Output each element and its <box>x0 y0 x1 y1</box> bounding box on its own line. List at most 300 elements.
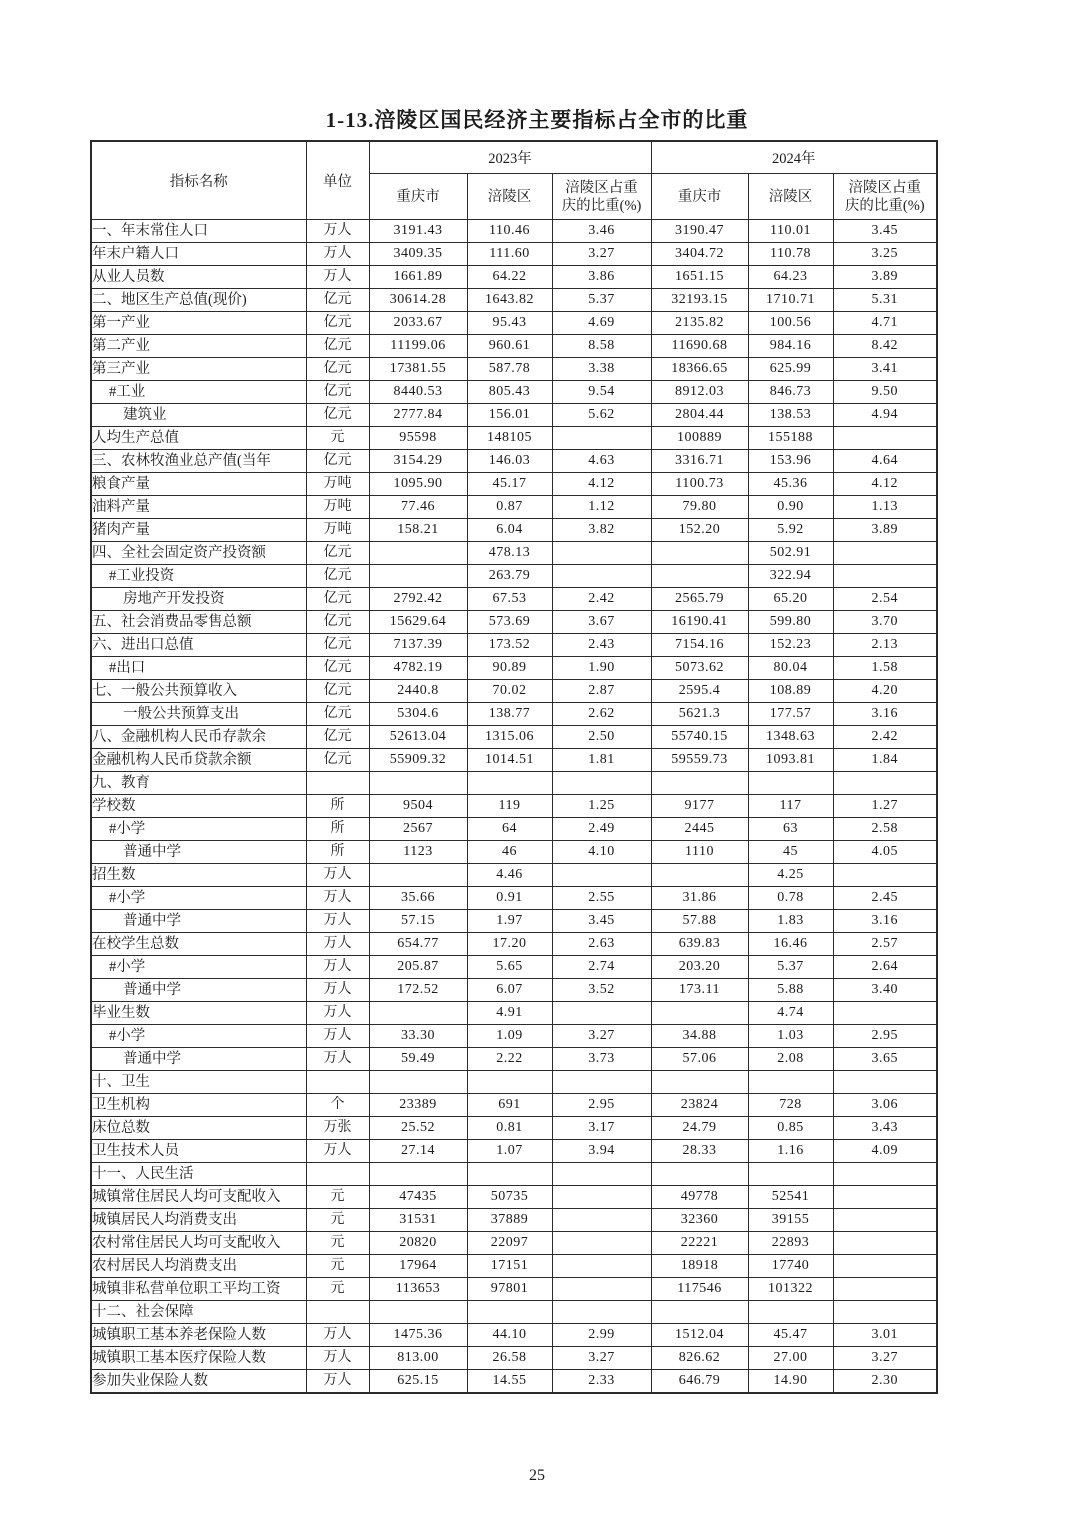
value-cell <box>833 1163 937 1186</box>
table-row <box>91 266 937 289</box>
table-row <box>91 1071 937 1094</box>
value-cell: 805.43 <box>467 381 552 404</box>
unit-cell: 亿元 <box>306 450 369 473</box>
unit-cell <box>306 1071 369 1094</box>
table-row <box>91 220 937 243</box>
value-cell: 1.58 <box>833 657 937 680</box>
unit-cell: 所 <box>306 818 369 841</box>
table-row <box>91 1232 937 1255</box>
table-row <box>91 1301 937 1324</box>
table-row <box>91 312 937 335</box>
value-cell: 138.77 <box>467 703 552 726</box>
value-cell: 1110 <box>651 841 748 864</box>
value-cell: 17.20 <box>467 933 552 956</box>
value-cell: 1512.04 <box>651 1324 748 1347</box>
value-cell <box>833 772 937 795</box>
value-cell: 3.46 <box>552 220 651 243</box>
indicator-name-cell: 普通中学 <box>91 910 306 933</box>
value-cell: 263.79 <box>467 565 552 588</box>
unit-cell <box>306 1163 369 1186</box>
value-cell: 625.99 <box>748 358 833 381</box>
value-cell: 67.53 <box>467 588 552 611</box>
value-cell: 110.46 <box>467 220 552 243</box>
value-cell: 11199.06 <box>369 335 467 358</box>
indicator-name-cell: 七、一般公共预算收入 <box>91 680 306 703</box>
indicator-name-cell: 床位总数 <box>91 1117 306 1140</box>
table-row <box>91 542 937 565</box>
value-cell: 3.27 <box>833 1347 937 1370</box>
value-cell: 0.85 <box>748 1117 833 1140</box>
value-cell: 1.84 <box>833 749 937 772</box>
unit-cell: 万人 <box>306 1347 369 1370</box>
unit-cell: 万吨 <box>306 519 369 542</box>
value-cell: 173.52 <box>467 634 552 657</box>
unit-cell: 所 <box>306 841 369 864</box>
value-cell: 153.96 <box>748 450 833 473</box>
value-cell: 1315.06 <box>467 726 552 749</box>
value-cell: 110.01 <box>748 220 833 243</box>
value-cell: 478.13 <box>467 542 552 565</box>
value-cell: 2.49 <box>552 818 651 841</box>
value-cell: 3404.72 <box>651 243 748 266</box>
unit-cell: 万人 <box>306 1370 369 1394</box>
value-cell: 14.55 <box>467 1370 552 1394</box>
value-cell: 6.07 <box>467 979 552 1002</box>
value-cell: 2792.42 <box>369 588 467 611</box>
indicator-name-cell: 城镇非私营单位职工平均工资 <box>91 1278 306 1301</box>
table-row <box>91 979 937 1002</box>
value-cell: 1475.36 <box>369 1324 467 1347</box>
unit-cell: 亿元 <box>306 312 369 335</box>
indicator-name-cell: 毕业生数 <box>91 1002 306 1025</box>
unit-cell: 所 <box>306 795 369 818</box>
value-cell <box>748 772 833 795</box>
value-cell: 35.66 <box>369 887 467 910</box>
value-cell: 63 <box>748 818 833 841</box>
value-cell: 46 <box>467 841 552 864</box>
indicator-name-cell: 招生数 <box>91 864 306 887</box>
table-row <box>91 956 937 979</box>
value-cell: 7154.16 <box>651 634 748 657</box>
indicator-name-cell: #工业投资 <box>91 565 306 588</box>
value-cell: 27.00 <box>748 1347 833 1370</box>
value-cell: 111.60 <box>467 243 552 266</box>
value-cell: 5.37 <box>552 289 651 312</box>
header-indicator: 指标名称 <box>91 141 306 220</box>
value-cell: 2.95 <box>833 1025 937 1048</box>
table-row <box>91 887 937 910</box>
unit-cell: 万人 <box>306 956 369 979</box>
value-cell: 45.17 <box>467 473 552 496</box>
indicator-name-cell: #工业 <box>91 381 306 404</box>
value-cell: 3.25 <box>833 243 937 266</box>
value-cell: 52613.04 <box>369 726 467 749</box>
unit-cell: 元 <box>306 427 369 450</box>
value-cell <box>552 1255 651 1278</box>
value-cell <box>467 1301 552 1324</box>
value-cell: 3.40 <box>833 979 937 1002</box>
header-fuling-2024: 涪陵区 <box>748 174 833 220</box>
value-cell: 24.79 <box>651 1117 748 1140</box>
table-row <box>91 1117 937 1140</box>
indicator-name-cell: 十二、社会保障 <box>91 1301 306 1324</box>
table-row <box>91 1324 937 1347</box>
indicator-name-cell: 卫生技术人员 <box>91 1140 306 1163</box>
value-cell: 55909.32 <box>369 749 467 772</box>
value-cell: 152.23 <box>748 634 833 657</box>
value-cell: 1661.89 <box>369 266 467 289</box>
unit-cell: 亿元 <box>306 565 369 588</box>
unit-cell <box>306 772 369 795</box>
value-cell: 50735 <box>467 1186 552 1209</box>
value-cell <box>651 1002 748 1025</box>
value-cell: 79.80 <box>651 496 748 519</box>
unit-cell: 元 <box>306 1209 369 1232</box>
value-cell <box>369 1163 467 1186</box>
table-body <box>91 220 937 1394</box>
value-cell: 117 <box>748 795 833 818</box>
value-cell <box>467 1163 552 1186</box>
value-cell: 2.22 <box>467 1048 552 1071</box>
value-cell: 3.73 <box>552 1048 651 1071</box>
value-cell: 2.30 <box>833 1370 937 1394</box>
value-cell: 2445 <box>651 818 748 841</box>
value-cell: 3190.47 <box>651 220 748 243</box>
indicator-name-cell: 六、进出口总值 <box>91 634 306 657</box>
value-cell: 4.64 <box>833 450 937 473</box>
unit-cell <box>306 1301 369 1324</box>
unit-cell: 亿元 <box>306 404 369 427</box>
value-cell: 57.06 <box>651 1048 748 1071</box>
value-cell <box>552 427 651 450</box>
value-cell: 5304.6 <box>369 703 467 726</box>
table-row <box>91 634 937 657</box>
table-row <box>91 795 937 818</box>
table-row <box>91 910 937 933</box>
value-cell: 97801 <box>467 1278 552 1301</box>
indicator-name-cell: 十、卫生 <box>91 1071 306 1094</box>
indicator-name-cell: 五、社会消费品零售总额 <box>91 611 306 634</box>
table-row <box>91 1278 937 1301</box>
header-year-2023: 2023年 <box>369 141 651 174</box>
value-cell: 172.52 <box>369 979 467 1002</box>
value-cell: 4.46 <box>467 864 552 887</box>
value-cell: 2.87 <box>552 680 651 703</box>
indicator-name-cell: 城镇居民人均消费支出 <box>91 1209 306 1232</box>
value-cell: 45.47 <box>748 1324 833 1347</box>
value-cell: 625.15 <box>369 1370 467 1394</box>
indicator-name-cell: 第二产业 <box>91 335 306 358</box>
unit-cell: 亿元 <box>306 611 369 634</box>
value-cell: 55740.15 <box>651 726 748 749</box>
value-cell: 2.64 <box>833 956 937 979</box>
value-cell: 2777.84 <box>369 404 467 427</box>
value-cell: 20820 <box>369 1232 467 1255</box>
value-cell: 1.81 <box>552 749 651 772</box>
unit-cell: 亿元 <box>306 335 369 358</box>
value-cell: 80.04 <box>748 657 833 680</box>
table-header <box>91 141 937 220</box>
value-cell: 846.73 <box>748 381 833 404</box>
indicator-name-cell: 普通中学 <box>91 979 306 1002</box>
value-cell: 2.95 <box>552 1094 651 1117</box>
indicator-name-cell: 猪肉产量 <box>91 519 306 542</box>
value-cell: 4.05 <box>833 841 937 864</box>
value-cell: 64.23 <box>748 266 833 289</box>
value-cell: 587.78 <box>467 358 552 381</box>
page-title: 1-13.涪陵区国民经济主要指标占全市的比重 <box>325 108 749 132</box>
table-row <box>91 1255 937 1278</box>
value-cell <box>369 542 467 565</box>
value-cell: 119 <box>467 795 552 818</box>
header-share-2023 <box>552 174 651 220</box>
value-cell: 101322 <box>748 1278 833 1301</box>
table-row <box>91 726 937 749</box>
header-unit: 单位 <box>306 141 369 220</box>
value-cell: 2.08 <box>748 1048 833 1071</box>
unit-cell: 元 <box>306 1186 369 1209</box>
value-cell: 646.79 <box>651 1370 748 1394</box>
value-cell: 9.54 <box>552 381 651 404</box>
header-fuling-2023: 涪陵区 <box>467 174 552 220</box>
value-cell: 3.65 <box>833 1048 937 1071</box>
indicator-name-cell: 普通中学 <box>91 1048 306 1071</box>
unit-cell: 亿元 <box>306 657 369 680</box>
unit-cell: 万人 <box>306 979 369 1002</box>
indicator-name-cell: 农村常住居民人均可支配收入 <box>91 1232 306 1255</box>
table-row <box>91 1025 937 1048</box>
value-cell: 34.88 <box>651 1025 748 1048</box>
value-cell: 9.50 <box>833 381 937 404</box>
value-cell: 3.41 <box>833 358 937 381</box>
value-cell: 1095.90 <box>369 473 467 496</box>
value-cell: 599.80 <box>748 611 833 634</box>
value-cell: 47435 <box>369 1186 467 1209</box>
indicator-name-cell: 第三产业 <box>91 358 306 381</box>
table-row <box>91 864 937 887</box>
value-cell: 960.61 <box>467 335 552 358</box>
value-cell <box>552 1301 651 1324</box>
value-cell: 5.37 <box>748 956 833 979</box>
value-cell: 1093.81 <box>748 749 833 772</box>
indicator-name-cell: 粮食产量 <box>91 473 306 496</box>
value-cell: 3.16 <box>833 703 937 726</box>
value-cell: 1.27 <box>833 795 937 818</box>
value-cell: 4.71 <box>833 312 937 335</box>
value-cell: 3.45 <box>552 910 651 933</box>
unit-cell: 万人 <box>306 1025 369 1048</box>
value-cell: 502.91 <box>748 542 833 565</box>
value-cell <box>552 1002 651 1025</box>
value-cell <box>552 864 651 887</box>
indicator-name-cell: 从业人员数 <box>91 266 306 289</box>
value-cell: 4.63 <box>552 450 651 473</box>
value-cell: 5.88 <box>748 979 833 1002</box>
indicator-name-cell: #小学 <box>91 818 306 841</box>
value-cell: 95.43 <box>467 312 552 335</box>
value-cell: 1.13 <box>833 496 937 519</box>
table-row <box>91 772 937 795</box>
value-cell <box>467 772 552 795</box>
unit-cell: 万人 <box>306 243 369 266</box>
value-cell: 2.63 <box>552 933 651 956</box>
value-cell: 15629.64 <box>369 611 467 634</box>
value-cell: 158.21 <box>369 519 467 542</box>
value-cell: 17151 <box>467 1255 552 1278</box>
value-cell: 1.03 <box>748 1025 833 1048</box>
table-row <box>91 1209 937 1232</box>
value-cell: 1.09 <box>467 1025 552 1048</box>
value-cell: 2.42 <box>833 726 937 749</box>
unit-cell: 万人 <box>306 1140 369 1163</box>
header-year-2024: 2024年 <box>651 141 937 174</box>
value-cell <box>651 1163 748 1186</box>
value-cell <box>552 1232 651 1255</box>
value-cell: 177.57 <box>748 703 833 726</box>
value-cell: 4.10 <box>552 841 651 864</box>
value-cell: 100.56 <box>748 312 833 335</box>
value-cell: 2.99 <box>552 1324 651 1347</box>
value-cell: 57.88 <box>651 910 748 933</box>
value-cell <box>552 1071 651 1094</box>
value-cell: 3.67 <box>552 611 651 634</box>
value-cell: 45 <box>748 841 833 864</box>
value-cell: 4.20 <box>833 680 937 703</box>
table-row <box>91 841 937 864</box>
value-cell: 639.83 <box>651 933 748 956</box>
value-cell: 1100.73 <box>651 473 748 496</box>
indicator-name-cell: 卫生机构 <box>91 1094 306 1117</box>
value-cell <box>651 864 748 887</box>
value-cell: 9504 <box>369 795 467 818</box>
value-cell: 9177 <box>651 795 748 818</box>
value-cell: 90.89 <box>467 657 552 680</box>
header-chongqing-2023: 重庆市 <box>369 174 467 220</box>
unit-cell: 亿元 <box>306 726 369 749</box>
value-cell: 108.89 <box>748 680 833 703</box>
value-cell: 1710.71 <box>748 289 833 312</box>
table-row <box>91 1347 937 1370</box>
value-cell: 0.81 <box>467 1117 552 1140</box>
value-cell: 4.74 <box>748 1002 833 1025</box>
indicator-name-cell: 城镇职工基本医疗保险人数 <box>91 1347 306 1370</box>
unit-cell: 万张 <box>306 1117 369 1140</box>
unit-cell: 万人 <box>306 1048 369 1071</box>
indicator-name-cell: #小学 <box>91 887 306 910</box>
value-cell: 3.06 <box>833 1094 937 1117</box>
value-cell: 4.25 <box>748 864 833 887</box>
unit-cell: 亿元 <box>306 588 369 611</box>
indicator-name-cell: 在校学生总数 <box>91 933 306 956</box>
value-cell <box>369 864 467 887</box>
value-cell: 4.94 <box>833 404 937 427</box>
value-cell: 64.22 <box>467 266 552 289</box>
value-cell: 113653 <box>369 1278 467 1301</box>
table-row <box>91 933 937 956</box>
value-cell: 18366.65 <box>651 358 748 381</box>
value-cell <box>369 772 467 795</box>
indicator-name-cell: #小学 <box>91 1025 306 1048</box>
unit-cell: 亿元 <box>306 381 369 404</box>
value-cell: 8.58 <box>552 335 651 358</box>
value-cell: 2.13 <box>833 634 937 657</box>
table-row <box>91 381 937 404</box>
value-cell: 2135.82 <box>651 312 748 335</box>
value-cell: 3.27 <box>552 1347 651 1370</box>
value-cell: 5.31 <box>833 289 937 312</box>
indicator-name-cell: 一般公共预算支出 <box>91 703 306 726</box>
unit-cell: 元 <box>306 1232 369 1255</box>
table-row <box>91 680 937 703</box>
table-row <box>91 1094 937 1117</box>
unit-cell: 亿元 <box>306 542 369 565</box>
value-cell <box>552 1163 651 1186</box>
value-cell: 1.97 <box>467 910 552 933</box>
value-cell: 148105 <box>467 427 552 450</box>
table-row <box>91 496 937 519</box>
indicator-name-cell: 农村居民人均消费支出 <box>91 1255 306 1278</box>
value-cell: 2.33 <box>552 1370 651 1394</box>
value-cell <box>651 772 748 795</box>
indicator-name-cell: 城镇职工基本养老保险人数 <box>91 1324 306 1347</box>
value-cell: 2.74 <box>552 956 651 979</box>
value-cell: 33.30 <box>369 1025 467 1048</box>
value-cell: 4782.19 <box>369 657 467 680</box>
value-cell <box>748 1071 833 1094</box>
value-cell: 173.11 <box>651 979 748 1002</box>
value-cell: 1123 <box>369 841 467 864</box>
value-cell: 654.77 <box>369 933 467 956</box>
unit-cell: 万人 <box>306 1324 369 1347</box>
unit-cell: 万人 <box>306 220 369 243</box>
value-cell: 57.15 <box>369 910 467 933</box>
indicator-name-cell: 人均生产总值 <box>91 427 306 450</box>
value-cell <box>651 1301 748 1324</box>
table-row <box>91 335 937 358</box>
indicator-name-cell: 九、教育 <box>91 772 306 795</box>
indicator-name-cell: 油料产量 <box>91 496 306 519</box>
value-cell: 37889 <box>467 1209 552 1232</box>
value-cell: 2.54 <box>833 588 937 611</box>
value-cell: 6.04 <box>467 519 552 542</box>
value-cell: 2.62 <box>552 703 651 726</box>
value-cell: 2.45 <box>833 887 937 910</box>
value-cell: 2.50 <box>552 726 651 749</box>
value-cell: 3.89 <box>833 519 937 542</box>
table-row <box>91 611 937 634</box>
value-cell: 2.57 <box>833 933 937 956</box>
value-cell <box>833 1301 937 1324</box>
table-row <box>91 289 937 312</box>
value-cell: 4.69 <box>552 312 651 335</box>
value-cell <box>833 427 937 450</box>
value-cell: 0.87 <box>467 496 552 519</box>
value-cell: 152.20 <box>651 519 748 542</box>
value-cell <box>552 1209 651 1232</box>
value-cell: 3.45 <box>833 220 937 243</box>
value-cell: 3.16 <box>833 910 937 933</box>
value-cell <box>748 1301 833 1324</box>
value-cell: 2.55 <box>552 887 651 910</box>
header-chongqing-2024: 重庆市 <box>651 174 748 220</box>
value-cell: 1014.51 <box>467 749 552 772</box>
value-cell: 16190.41 <box>651 611 748 634</box>
value-cell: 39155 <box>748 1209 833 1232</box>
value-cell: 59559.73 <box>651 749 748 772</box>
value-cell <box>833 1071 937 1094</box>
value-cell: 2033.67 <box>369 312 467 335</box>
value-cell: 1.25 <box>552 795 651 818</box>
